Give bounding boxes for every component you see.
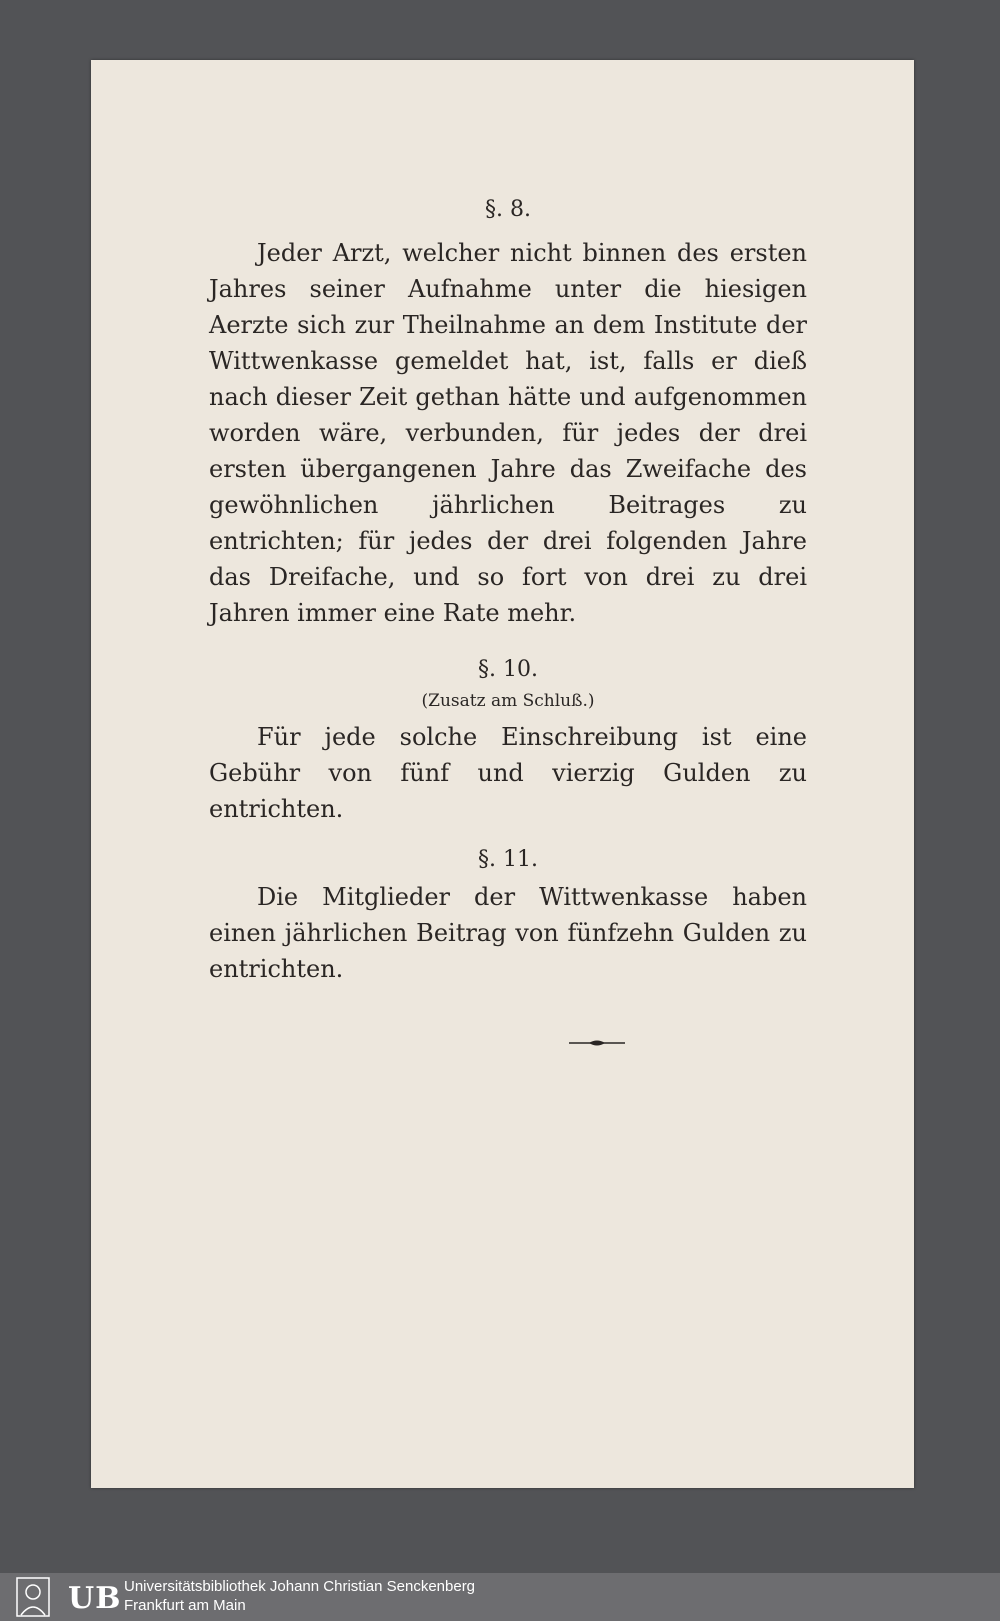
library-logo[interactable]: [16, 1577, 122, 1617]
section-10-text: Für jede solche Einschreibung ist eine Gebühr von fünf und vierzig Gulden zu entrichten.: [209, 723, 807, 823]
institution-line-2: Frankfurt am Main: [124, 1597, 246, 1614]
section-10-heading: §. 10.: [478, 657, 538, 682]
section-8-heading: §. 8.: [485, 197, 531, 222]
institution-name: [124, 1577, 475, 1615]
section-11-text: Die Mitglieder der Wittwenkasse haben einen jährlichen Beitrag von fünfzehn Gulden zu entrichten.: [209, 883, 807, 983]
section-8-text: Jeder Arzt, welcher nicht binnen des ersten Jahres seiner Aufnahme unter die hiesigen Aerzte sich zur Theilnahme an dem Institute der Wittwenkasse gemeldet hat, ist, falls er dieß nach dieser Zeit gethan hätte und aufgenommen worden wäre, verbunden, für jedes der drei ersten übergangenen Jahre das Zweifache des gewöhnlichen jährlichen Beitrages zu entrichten; für jedes der drei folgenden Jahre das Dreifache, und so fort von drei zu drei Jahren immer eine Rate mehr.: [209, 239, 807, 627]
document-page: [91, 60, 914, 1488]
ornament-divider-icon: [569, 1038, 625, 1048]
document-text-block: [209, 195, 807, 987]
section-10-subheading: (Zusatz am Schluß.): [421, 691, 595, 711]
section-11-heading: §. 11.: [478, 847, 538, 872]
institution-line-1: Universitätsbibliothek Johann Christian Senckenberg: [124, 1578, 476, 1595]
logo-text: UB: [68, 1581, 122, 1616]
portrait-emblem-icon: [16, 1577, 50, 1617]
footer-bar: [0, 1573, 1000, 1621]
